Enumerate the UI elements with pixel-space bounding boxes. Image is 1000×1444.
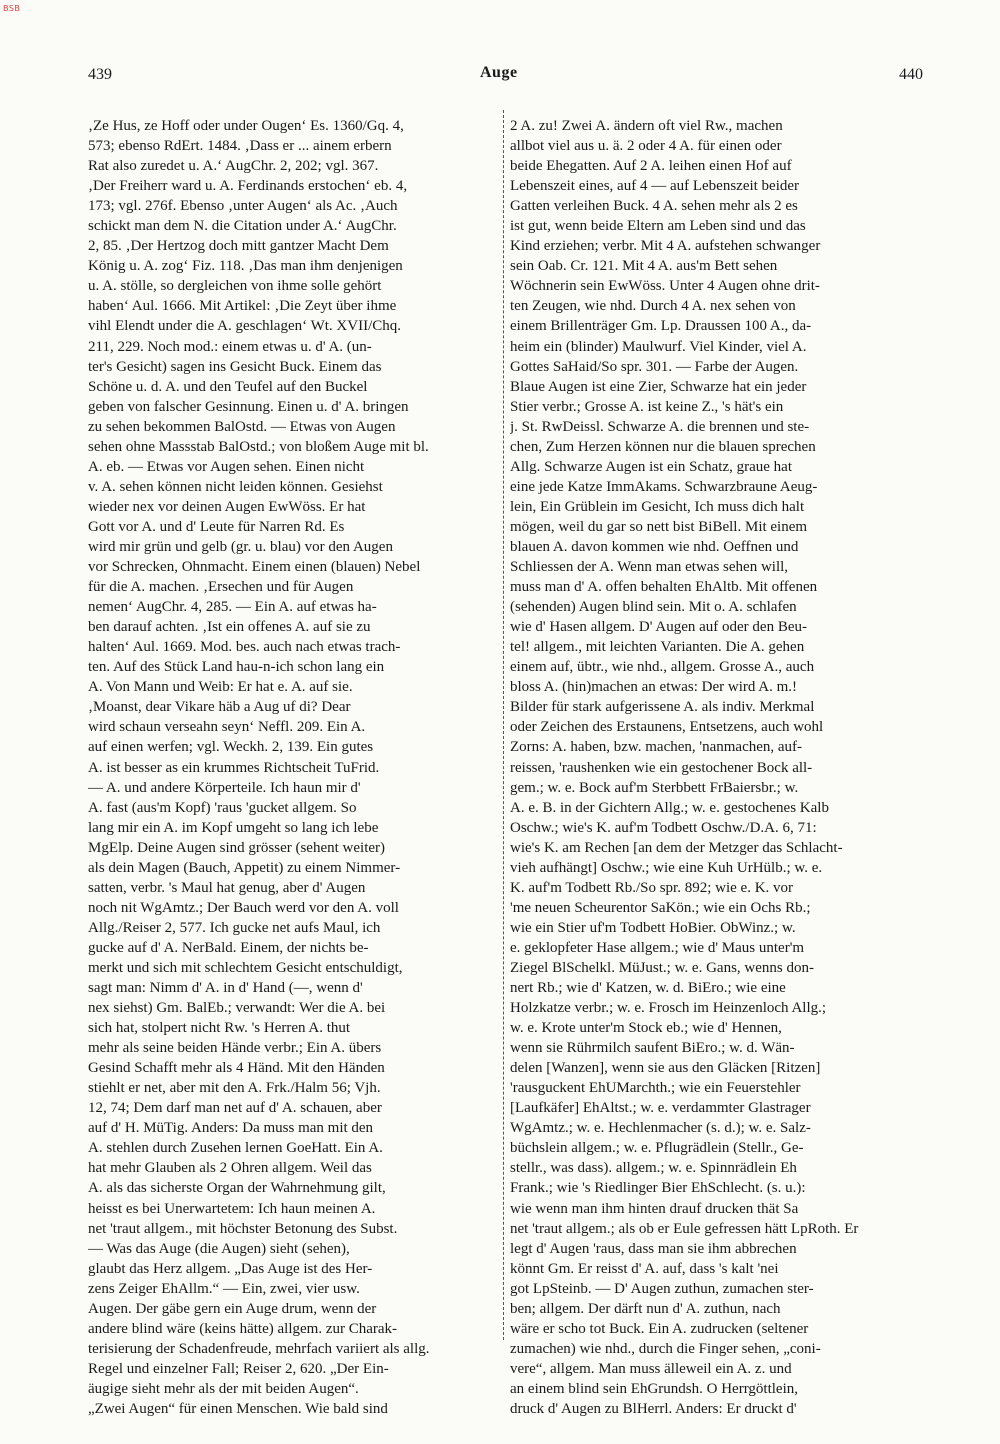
text-line: druck d' Augen zu BlHerrl. Anders: Er druckt d' — [510, 1401, 797, 1417]
text-line: 'me neuen Scheurentor SaKön.; wie ein Ochs Rb.; — [510, 899, 811, 916]
left-column — [88, 116, 501, 1419]
library-stamp: BSB — [3, 4, 21, 13]
text-line: König u. A. zog‘ Fiz. 118. ‚Das man ihm denjenigen — [88, 258, 403, 275]
text-line: tel! allgem., mit leichten Varianten. Die A. gehen — [510, 639, 805, 656]
text-line: Ziegel BlSchelkl. MüJust.; w. e. Gans, wenns don- — [510, 959, 814, 976]
text-line: haben‘ Aul. 1666. Mit Artikel: ‚Die Zeyt über ihme — [88, 298, 397, 315]
text-line: schickt man dem N. die Citation under A.‘ AugChr. — [88, 218, 397, 235]
text-line: wie's K. am Rechen [an dem der Metzger das Schlacht- — [510, 839, 843, 856]
text-line: A. ist besser as ein krummes Richtscheit TuFrid. — [88, 759, 380, 776]
text-line: ten Zeugen, wie nhd. Durch 4 A. nex sehen von — [510, 298, 796, 315]
text-line: wenn sie Rührmilch saufent BiEro.; w. d. Wän- — [510, 1040, 795, 1057]
text-line: nemen‘ AugChr. 4, 285. — Ein A. auf etwas ha- — [88, 599, 377, 616]
text-line: Gesind Schafft mehr als 4 Händ. Mit den Händen — [88, 1060, 385, 1077]
text-line: Gottes SaHaid/So spr. 301. — Farbe der Augen. — [510, 358, 799, 375]
text-line: WgAmtz.; w. e. Hechlenmacher (s. d.); w. e. Salz- — [510, 1120, 811, 1137]
text-line: Schöne u. d. A. und den Teufel auf den Buckel — [88, 378, 368, 395]
text-line: heim ein (blinder) Maulwurf. Viel Kinder, viel A. — [510, 338, 807, 355]
text-line: gucke auf d' A. NerBald. Einem, der nichts be- — [88, 939, 369, 956]
text-line: sehen ohne Massstab BalOstd.; von bloßem Auge mit bl. — [88, 438, 429, 455]
text-line: vere“, allgem. Man muss älleweil ein A. z. und — [510, 1360, 792, 1377]
text-line: 'rausguckent EhUMarchth.; wie ein Feuerstehler — [510, 1080, 801, 1097]
text-line: A. stehlen durch Zusehen lernen GoeHatt. Ein A. — [88, 1140, 383, 1157]
text-line: geben von falscher Gesinnung. Einen u. d' A. bringen — [88, 398, 409, 415]
text-line: mögen, weil du gar so nett bist BiBell. Mit einem — [510, 518, 808, 535]
text-line: Wöchnerin sein EwWöss. Unter 4 Augen ohne drit- — [510, 278, 820, 295]
text-line: wie wenn man ihm hinten drauf drucken thät Sa — [510, 1200, 799, 1217]
text-line: auf einen werfen; vgl. Weckh. 2, 139. Ein gutes — [88, 739, 374, 756]
text-line: Allg./Reiser 2, 577. Ich gucke net aufs Maul, ich — [88, 919, 381, 936]
text-line: sich hat, stolpert nicht Rw. 's Herren A. thut — [88, 1020, 351, 1037]
text-line: halten‘ Aul. 1669. Mod. bes. auch nach etwas trach- — [88, 639, 401, 656]
text-line: net 'traut allgem.; als ob er Eule gefressen hätt LpRoth. Er — [510, 1220, 859, 1237]
text-line: heisst es bei Unerwartetem: Ich haun meinen A. — [88, 1200, 376, 1217]
text-line: Blaue Augen ist eine Zier, Schwarze hat ein jeder — [510, 378, 807, 395]
text-line: mehr als seine beiden Hände verbr.; Ein A. übers — [88, 1040, 382, 1057]
text-line: vieh aufhängt] Oschw.; wie eine Kuh UrHülb.; w. e. — [510, 859, 823, 876]
text-line: allbot viel aus u. ä. 2 oder 4 A. für einen oder — [510, 138, 782, 155]
text-line: „Zwei Augen“ für einen Menschen. Wie bald sind — [88, 1401, 388, 1417]
text-line: — Was das Auge (die Augen) sieht (sehen), — [88, 1240, 350, 1257]
text-line: äugige sieht mehr als der mit beiden Augen“. — [88, 1380, 359, 1397]
text-line: auf d' H. MüTig. Anders: Da muss man mit den — [88, 1120, 374, 1137]
text-line: sein Oab. Cr. 121. Mit 4 A. aus'm Bett sehen — [510, 258, 778, 275]
text-line: stellr., was dass). allgem.; w. e. Spinnrädlein Eh — [510, 1160, 797, 1177]
text-line: wird schaun verseahn seyn‘ Neffl. 209. Ein A. — [88, 719, 366, 736]
text-line: andere blind wäre (keins hätte) allgem. zur Charak- — [88, 1320, 398, 1337]
text-line: lein, Ein Grüblein im Gesicht, Ich muss dich halt — [510, 498, 805, 515]
text-line: sagt man: Nimm d' A. in d' Hand (—, wenn d' — [88, 980, 363, 997]
text-line: ben; allgem. Der därft nun d' A. zuthun, nach — [510, 1300, 781, 1317]
text-line: einem auf, übtr., wie nhd., allgem. Grosse A., auch — [510, 659, 815, 676]
right-column — [510, 116, 923, 1419]
text-line: net 'traut allgem., mit höchster Betonung des Subst. — [88, 1220, 398, 1237]
text-line: legt d' Augen 'raus, dass man sie ihm abbrechen — [510, 1240, 797, 1257]
text-line: 2, 85. ‚Der Hertzog doch mitt gantzer Macht Dem — [88, 238, 389, 255]
text-line: wäre er scho tot Buck. Ein A. zudrucken (seltener — [510, 1320, 809, 1337]
page-number-left: 439 — [88, 66, 112, 83]
text-line: Oschw.; wie's K. auf'm Todbett Oschw./D.A. 6, 71: — [510, 819, 817, 836]
text-line: K. auf'm Todbett Rb./So spr. 892; wie e. K. vor — [510, 879, 794, 896]
text-line: für die A. machen. ‚Ersechen und für Augen — [88, 579, 354, 596]
text-line: Augen. Der gäbe gern ein Auge drum, wenn der — [88, 1300, 377, 1317]
text-line: Kind erziehen; verbr. Mit 4 A. aufstehen schwanger — [510, 238, 821, 255]
text-line: einem Brillenträger Gm. Lp. Draussen 100 A., da- — [510, 318, 812, 335]
text-line: w. e. Krote unter'm Stock eb.; wie d' Hennen, — [510, 1020, 782, 1037]
text-line: A. als das sicherste Organ der Wahrnehmung gilt, — [88, 1180, 386, 1197]
text-line: Holzkatze verbr.; w. e. Frosch im Heinzenloch Allg.; — [510, 1000, 827, 1017]
text-line: vihl Elendt under die A. geschlagen‘ Wt. XVII/Chq. — [88, 318, 401, 335]
text-line: wie ein Stier uf'm Todbett HoBier. ObWinz.; w. — [510, 919, 796, 936]
text-line: vor Schrecken, Ohnmacht. Einem einen (blauen) Nebel — [88, 559, 421, 576]
text-line: 173; vgl. 276f. Ebenso ‚unter Augen‘ als Ac. ‚Auch — [88, 198, 398, 215]
text-line: Lebenszeit eines, auf 4 — auf Lebenszeit beider — [510, 178, 800, 195]
text-line: beide Ehegatten. Auf 2 A. leihen einen Hof auf — [510, 158, 792, 175]
text-line: — A. und andere Körperteile. Ich haun mir d' — [88, 779, 361, 796]
text-line: hat mehr Glauben als 2 Ohren allgem. Weil das — [88, 1160, 372, 1177]
text-line: wird mir grün und gelb (gr. u. blau) vor den Augen — [88, 538, 393, 555]
text-line: Regel und einzelner Fall; Reiser 2, 620. „Der Ein- — [88, 1360, 389, 1377]
text-line: delen [Wanzen], wenn sie aus den Gläcken [Ritzen] — [510, 1060, 821, 1077]
text-line: Frank.; wie 's Riedlinger Bier EhSchlecht. (s. u.): — [510, 1180, 806, 1197]
text-line: bloss A. (hin)machen an etwas: Der wird A. m.! — [510, 679, 798, 696]
text-line: Stier verbr.; Grosse A. ist keine Z., 's hät's ein — [510, 398, 784, 415]
text-line: oder Zeichen des Erstaunens, Entsetzens, auch wohl — [510, 719, 824, 736]
column-divider — [503, 110, 504, 1340]
text-line: muss man d' A. offen behalten EhAltb. Mit offenen — [510, 579, 818, 596]
text-line: Zorns: A. haben, bzw. machen, 'nanmachen, auf- — [510, 739, 803, 756]
text-line: lang mir ein A. im Kopf umgeht so lang ich lebe — [88, 819, 379, 836]
text-line: ‚Der Freiherr ward u. A. Ferdinands erstochen‘ eb. 4, — [88, 178, 408, 195]
text-line: stiehlt er net, aber mit den A. Frk./Halm 56; Vjh. — [88, 1080, 381, 1097]
text-line: A. fast (aus'm Kopf) 'raus 'gucket allgem. So — [88, 799, 357, 816]
text-line: Gott vor A. und d' Leute für Narren Rd. Es — [88, 518, 345, 535]
text-line: Rat also zuredet u. A.‘ AugChr. 2, 202; vgl. 367. — [88, 158, 379, 175]
text-line: noch nit WgAmtz.; Der Bauch werd vor den A. voll — [88, 899, 399, 916]
text-line: ten. Auf des Stück Land hau-n-ich schon lang ein — [88, 659, 385, 676]
text-line: könnt Gm. Er reisst d' A. auf, dass 's kalt 'nei — [510, 1260, 779, 1277]
text-line: chen, Zum Herzen können nur die blauen sprechen — [510, 438, 816, 455]
text-line: wie d' Hasen allgem. D' Augen auf oder den Beu- — [510, 619, 807, 636]
text-line: (sehenden) Augen blind sein. Mit o. A. schlafen — [510, 599, 797, 616]
text-line: wieder nex vor deinen Augen EwWöss. Er hat — [88, 498, 366, 515]
page-number-right: 440 — [899, 66, 923, 83]
text-line: an einem blind sein EhGrundsh. O Herrgöttlein, — [510, 1380, 799, 1397]
text-line: u. A. stölle, so dergleichen von ihme solle gehört — [88, 278, 382, 295]
text-line: j. St. RwDeissl. Schwarze A. die brennen und ste- — [510, 418, 810, 435]
text-line: got LpSteinb. — D' Augen zuthun, zumachen ster- — [510, 1280, 814, 1297]
text-line: 573; ebenso RdErt. 1484. ‚Dass er ... ainem erbern — [88, 138, 392, 155]
text-line: zumachen) wie nhd., durch die Finger sehen, „coni- — [510, 1340, 821, 1357]
text-line: v. A. sehen können nicht leiden können. Gesiehst — [88, 478, 383, 495]
text-line: gem.; w. e. Bock auf'm Sterbbett FrBaiersbr.; w. — [510, 779, 799, 796]
text-line: satten, verbr. 's Maul hat genug, aber d' Augen — [88, 879, 366, 896]
text-line: 2 A. zu! Zwei A. ändern oft viel Rw., machen — [510, 118, 783, 134]
text-line: ‚Ze Hus, ze Hoff oder under Ougen‘ Es. 1360/Gq. 4, — [88, 118, 404, 134]
text-line: 12, 74; Dem darf man net auf d' A. schauen, aber — [88, 1100, 382, 1117]
text-line: Schliessen der A. Wenn man etwas sehen will, — [510, 559, 789, 576]
text-line: MgElp. Deine Augen sind grösser (sehent weiter) — [88, 839, 386, 856]
text-line: eine jede Katze ImmAkams. Schwarzbraune Aeug- — [510, 478, 818, 495]
text-line: nex siehst) Gm. BalEb.; verwandt: Wer die A. bei — [88, 1000, 386, 1017]
text-line: 211, 229. Noch mod.: einem etwas u. d' A. (un- — [88, 338, 372, 355]
text-line: büchslein allgem.; w. e. Pflugrädlein (Stellr., Ge- — [510, 1140, 804, 1157]
text-line: ist gut, wenn beide Eltern am Leben sind und das — [510, 218, 806, 235]
text-line: Allg. Schwarze Augen ist ein Schatz, graue hat — [510, 458, 792, 475]
text-line: nert Rb.; wie d' Katzen, w. d. BiEro.; wie eine — [510, 980, 786, 997]
text-line: glaubt das Herz allgem. „Das Auge ist des Her- — [88, 1260, 373, 1277]
text-line: A. Von Mann und Weib: Er hat e. A. auf sie. — [88, 679, 353, 696]
text-line: e. geklopfeter Hase allgem.; wie d' Maus unter'm — [510, 939, 805, 956]
text-line: ter's Gesicht) sagen ins Gesicht Buck. Einem das — [88, 358, 382, 375]
text-line: ben darauf achten. ‚Ist ein offenes A. auf sie zu — [88, 619, 371, 636]
text-line: Gatten verleihen Buck. 4 A. sehen mehr als 2 es — [510, 198, 798, 215]
text-line: [Laufkäfer] EhAltst.; w. e. verdammter Glastrager — [510, 1100, 811, 1117]
text-line: A. e. B. in der Gichtern Allg.; w. e. gestochenes Kalb — [510, 799, 829, 816]
text-line: ‚Moanst, dear Vikare häb a Aug uf di? Dear — [88, 699, 351, 716]
text-line: Bilder für stark aufgerissene A. als indiv. Merkmal — [510, 699, 815, 716]
running-headword: Auge — [480, 64, 518, 81]
text-line: terisierung der Schadenfreude, mehrfach variiert als allg. — [88, 1340, 430, 1357]
text-line: merkt und sich mit schlechtem Gesicht entschuldigt, — [88, 959, 403, 976]
text-line: blauen A. davon kommen wie nhd. Oeffnen und — [510, 538, 799, 555]
text-line: als dein Magen (Bauch, Appetit) zu einem Nimmer- — [88, 859, 401, 876]
text-line: A. eb. — Etwas vor Augen sehen. Einen nicht — [88, 458, 365, 475]
text-line: zens Zeiger EhAllm.“ — Ein, zwei, vier usw. — [88, 1280, 360, 1297]
text-line: zu sehen bekommen BalOstd. — Etwas von Augen — [88, 418, 396, 435]
text-line: reissen, 'raushenken wie ein gestochener Bock all- — [510, 759, 813, 776]
